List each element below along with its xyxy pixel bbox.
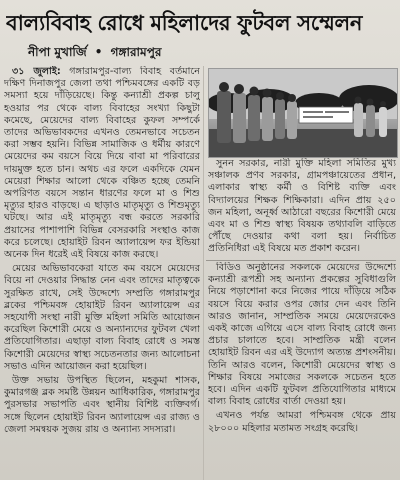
byline-separator: •	[94, 45, 103, 59]
headline: বাল্যবিবাহ রোধে মহিলাদের ফুটবল সম্মেলন	[6, 11, 363, 35]
left-paragraph-1: ৩১ জুলাই: গঙ্গারামপুর-বাল্য বিবাহ বর্তমানে দক্ষিণ দিনাজপুর জেলা তথা পশ্চিমবঙ্গের একটি বড় সমস্যা হয়ে দাঁড়িয়েছে। কিন্তু কন্যাশ্রী প্রকল্প চালু হওয়ার পর থেকে বাল্য বিবাহের সংখ্যা কিছুটা কমেছে, মেয়েদের বাল্য বিবাহের কুফল সম্পর্কে তাদের অভিভাবকদের এখনও তেমনভাবে সচেতন করা সম্ভব হয়নি। বিভিন্ন সামাজিক ও ধর্মীয় কারণে মেয়েদের কম বয়সে বিয়ে দিয়ে বাবা মা পরিবারের দায়মুক্ত হতে চান। অথচ এর ফলে একদিকে যেমন মেয়েরা শিক্ষার আলো থেকে বঞ্চিত হচ্ছে তেমনি অপরিণত বয়সে সন্তান ধারণের ফলে মা ও শিশু মৃত্যুর হারও বাড়ছে। এ ছাড়াও মাতৃমৃত্যু ও শিশুমৃত্যু ঘটছে। আর এই মাতৃমৃত্যু বন্ধ করতে সরকারি প্রয়াসের পাশাপাশি বিভিন্ন বেসরকারি সংস্থাও কাজ করে চলেছে। হোয়াইট রিবন অ্যালায়েন্স ফর ইন্ডিয়া অনেক দিন ধরেই এই বিষয়ে কাজ করছে।	[4, 66, 200, 261]
left-paragraph-3: উক্ত সভায় উপস্থিত ছিলেন, মহকুমা শাসক, কুমারগঞ্জ ব্লক সমষ্টি উন্নয়ন আধিকারিক, গঙ্গারামপুর পুরসভার সভাপতি এবং স্থানীয় বিশিষ্ট ব্যক্তিবর্গ। সঙ্গে ছিলেন হোয়াইট রিবন অ্যালায়েন্স এর রাজ্য ও জেলা সমন্বয়ক সুজয় রায় ও অন্যান্য সদস্যরা।	[4, 375, 200, 435]
right-column-bottom	[208, 262, 396, 480]
photo-banner	[299, 107, 353, 123]
column-divider	[203, 66, 204, 480]
right-column-top	[208, 158, 396, 256]
right-bottom-paragraph-1: বিডিও অনুষ্ঠানের সকলকে মেয়েদের উদ্দেশ্যে কন্যাশ্রী রূপশ্রী সহ অন্যান্য প্রকল্পের সুবিধাগুলি নিয়ে পড়াশোনা করে নিজের পায়ে দাঁড়িয়ে সঠিক বয়সে বিয়ে করার ওপর জোর দেন এবং তিনি আরও জানান, সাম্প্রতিক সময়ে মেয়েদেরকেও একই কাজে এগিয়ে এসে বাল্য বিবাহ রোধে জন্য প্রচার চালাতে হবে। সাম্প্রতিক মন্ত্রী বলেন হোয়াইট রিবন এর এই উদ্যোগ অত্যন্ত প্রশংসনীয়। তিনি আরও বলেন, কিশোরী মেয়েদের স্বাস্থ্য ও শিক্ষার বিষয়ে সমাজের সকলকে সচেতন হতে হবে। এদিন একটি ফুটবল প্রতিযোগিতার মাধ্যমে বাল্য বিবাহ রোধের বার্তা দেওয়া হয়।	[208, 262, 396, 408]
section-rule	[206, 260, 396, 261]
author-name: নীপা মুখার্জি	[28, 45, 87, 59]
byline	[28, 44, 161, 62]
right-top-paragraph-1: সুনন সরকার, নারী মুক্তি মহিলা সমিতির মুখ্য সঞ্চালক প্রণব সরকার, গ্রামপঞ্চায়েতের প্রধান, এলাকার স্বাস্থ্য কর্মী ও বিশিষ্ট ব্যক্তি এবং বিদ্যালয়ের শিক্ষক শিক্ষিকারা। এদিন প্রায় ২৫০ জন মহিলা, অনূর্ধ্ব আঠারো বছরের কিশোরী মেয়ে এবং মা ও শিশু স্বাস্থ্য বিষয়ক তথ্যাবলি বাড়িতে পৌঁছে দেওয়ার কথা বলা হয়। নির্বাচিত প্রতিনিধিরা এই বিষয়ে মত প্রকাশ করেন।	[208, 158, 396, 255]
left-paragraph-2: মেয়ের অভিভাবকেরা যাতে কম বয়সে মেয়েদের বিয়ে না দেওয়ার সিদ্ধান্ত নেন এবং তাদের মাতৃত্বকে সুরক্ষিত রাখে, সেই উদ্দেশ্যে সম্প্রতি গঙ্গারামপুর ব্লকের পশ্চিমবঙ্গ হোয়াইট রিবন অ্যালায়েন্স এর সহযোগী সংস্থা নারী মুক্তি মহিলা সমিতি আয়োজন করেছিল কিশোরী মেয়ে ও অন্যান্যদের ফুটবল খেলা প্রতিযোগিতার। এছাড়া বাল্য বিবাহ রোধে ও সমস্ত কিশোরী মেয়েদের স্বাস্থ্য সচেতনতার জন্য আলোচনা সভাও এদিন আয়োজন করা হয়েছিল।	[4, 263, 200, 372]
photo-group-of-women	[209, 69, 397, 157]
news-photo	[208, 68, 398, 158]
left-column	[4, 66, 200, 480]
dateline: ৩১ জুলাই:	[12, 66, 61, 77]
location-name: গঙ্গারামপুর	[110, 45, 162, 59]
right-bottom-paragraph-2: এখনও পর্যন্ত আমরা পশ্চিমবঙ্গ থেকে প্রায় ২৮০০০ মহিলার মতামত সংগ্রহ করেছি।	[208, 410, 396, 434]
